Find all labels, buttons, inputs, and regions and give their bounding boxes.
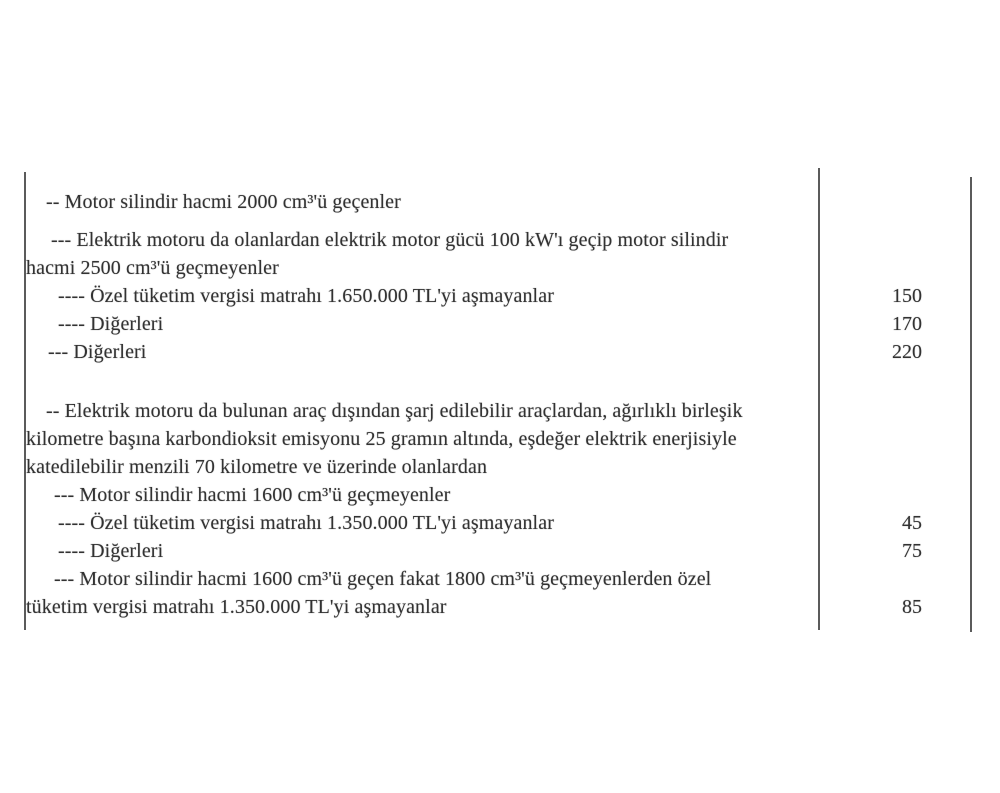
row-text: ---- Özel tüketim vergisi matrahı 1.650.000 TL'yi aşmayanlar xyxy=(58,285,554,307)
row-value xyxy=(818,254,970,282)
tax-rate-table xyxy=(24,168,972,630)
table-row xyxy=(26,338,972,366)
table-row xyxy=(26,310,972,338)
table-row xyxy=(26,565,972,593)
table-row xyxy=(26,453,972,481)
table-row xyxy=(26,481,972,509)
table-row xyxy=(26,188,972,216)
row-text: katedilebilir menzili 70 kilometre ve üzerinde olanlardan xyxy=(26,456,488,478)
table-row xyxy=(26,425,972,453)
table-row xyxy=(26,254,972,282)
row-value: 220 xyxy=(892,341,922,363)
row-text: --- Elektrik motoru da olanlardan elektrik motor gücü 100 kW'ı geçip motor silindir xyxy=(51,229,729,251)
row-value: 85 xyxy=(902,596,922,618)
row-value: 170 xyxy=(892,313,922,335)
row-text: --- Motor silindir hacmi 1600 cm³'ü geçmeyenler xyxy=(54,484,451,506)
table-rows xyxy=(26,188,972,621)
table-row xyxy=(26,226,972,254)
row-text: ---- Diğerleri xyxy=(58,540,164,562)
row-value: 75 xyxy=(902,540,922,562)
row-text: -- Elektrik motoru da bulunan araç dışından şarj edilebilir araçlardan, ağırlıklı birleşik xyxy=(46,400,743,422)
table-row xyxy=(26,509,972,537)
row-value: 45 xyxy=(902,512,922,534)
row-value: 150 xyxy=(892,285,922,307)
row-value xyxy=(818,397,970,425)
row-text: ---- Diğerleri xyxy=(58,313,164,335)
row-text: hacmi 2500 cm³'ü geçmeyenler xyxy=(26,257,279,279)
row-value xyxy=(818,425,970,453)
row-value xyxy=(818,453,970,481)
row-text: tüketim vergisi matrahı 1.350.000 TL'yi aşmayanlar xyxy=(26,596,447,618)
row-text: --- Motor silindir hacmi 1600 cm³'ü geçen fakat 1800 cm³'ü geçmeyenlerden özel xyxy=(54,568,712,590)
table-row xyxy=(26,397,972,425)
row-value xyxy=(818,481,970,509)
row-value xyxy=(818,188,970,216)
table-row xyxy=(26,593,972,621)
row-text: --- Diğerleri xyxy=(48,341,147,363)
row-text: kilometre başına karbondioksit emisyonu 25 gramın altında, eşdeğer elektrik enerjisiyle xyxy=(26,428,737,450)
table-row xyxy=(26,537,972,565)
table-row xyxy=(26,282,972,310)
row-value xyxy=(818,226,970,254)
row-text: ---- Özel tüketim vergisi matrahı 1.350.000 TL'yi aşmayanlar xyxy=(58,512,554,534)
row-value xyxy=(818,565,970,593)
row-text: -- Motor silindir hacmi 2000 cm³'ü geçenler xyxy=(46,191,401,213)
